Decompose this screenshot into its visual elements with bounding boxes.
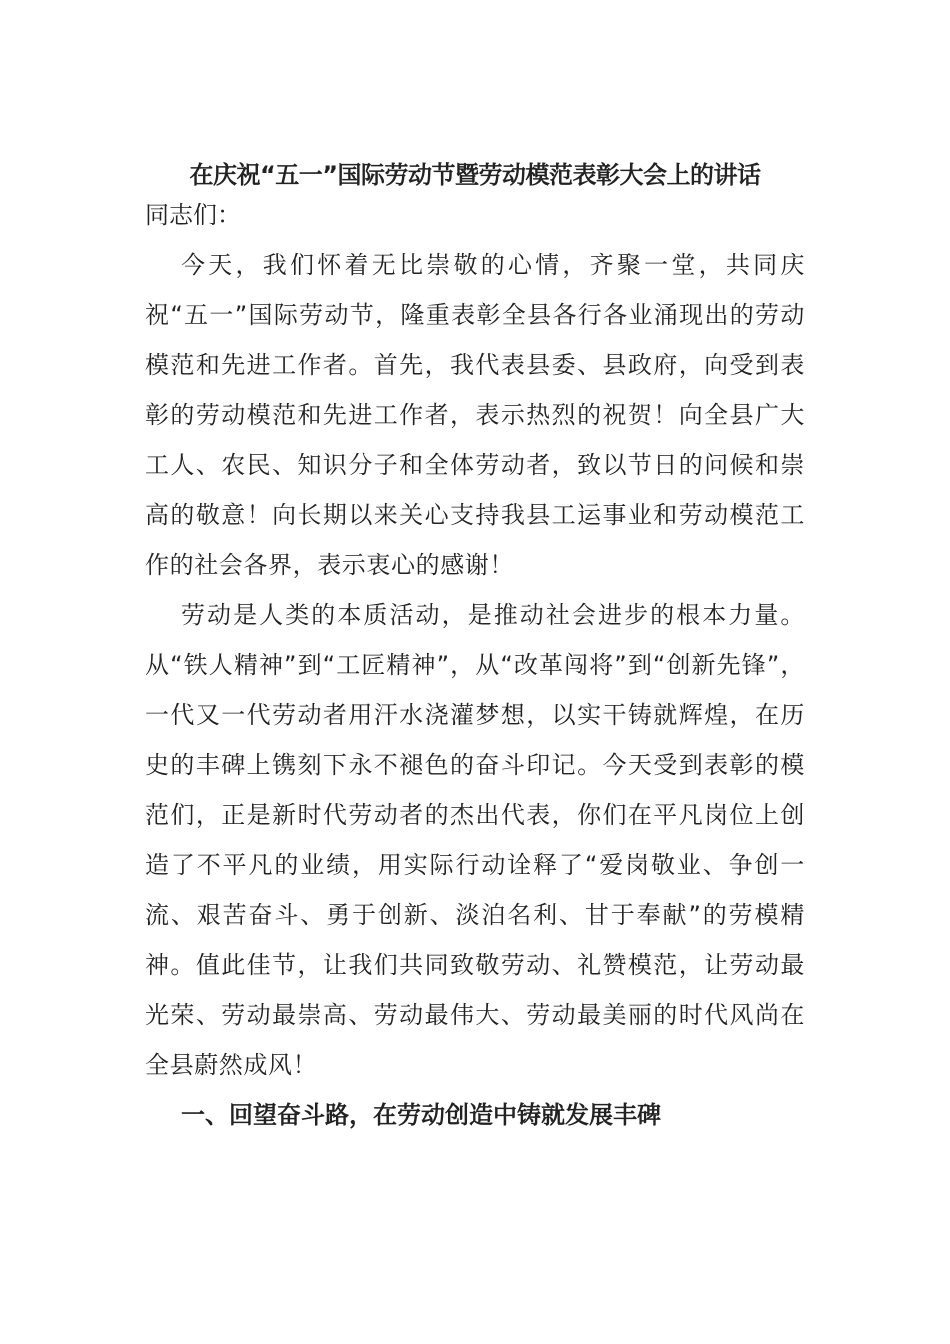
paragraph-labor: 劳动是人类的本质活动，是推动社会进步的根本力量。从“铁人精神”到“工匠精神”，从“改革闯将”到“创新先锋”，一代又一代劳动者用汗水浇灌梦想，以实干铸就辉煌，在历史的丰碑上镌刻下永不褪色的奋斗印记。今天受到表彰的模范们，正是新时代劳动者的杰出代表，你们在平凡岗位上创造了不平凡的业绩，用实际行动诠释了“爱岗敬业、争创一流、艰苦奋斗、勇于创新、淡泊名利、甘于奉献”的劳模精神。值此佳节，让我们共同致敬劳动、礼赞模范，让劳动最光荣、劳动最崇高、劳动最伟大、劳动最美丽的时代风尚在全县蔚然成风！	[145, 601, 805, 1079]
paragraph-opening: 今天，我们怀着无比崇敬的心情，齐聚一堂，共同庆祝“五一”国际劳动节，隆重表彰全县各行各业涌现出的劳动模范和先进工作者。首先，我代表县委、县政府，向受到表彰的劳动模范和先进工作者，表示热烈的祝贺！向全县广大工人、农民、知识分子和全体劳动者，致以节日的问候和崇高的敬意！向长期以来关心支持我县工运事业和劳动模范工作的社会各界，表示衷心的感谢！	[145, 251, 805, 579]
document-body	[145, 190, 805, 1140]
salutation: 同志们：	[145, 201, 241, 229]
section-heading: 一、回望奋斗路，在劳动创造中铸就发展丰碑	[181, 1101, 661, 1129]
document-title: 在庆祝“五一”国际劳动节暨劳动模范表彰大会上的讲话	[189, 161, 761, 189]
